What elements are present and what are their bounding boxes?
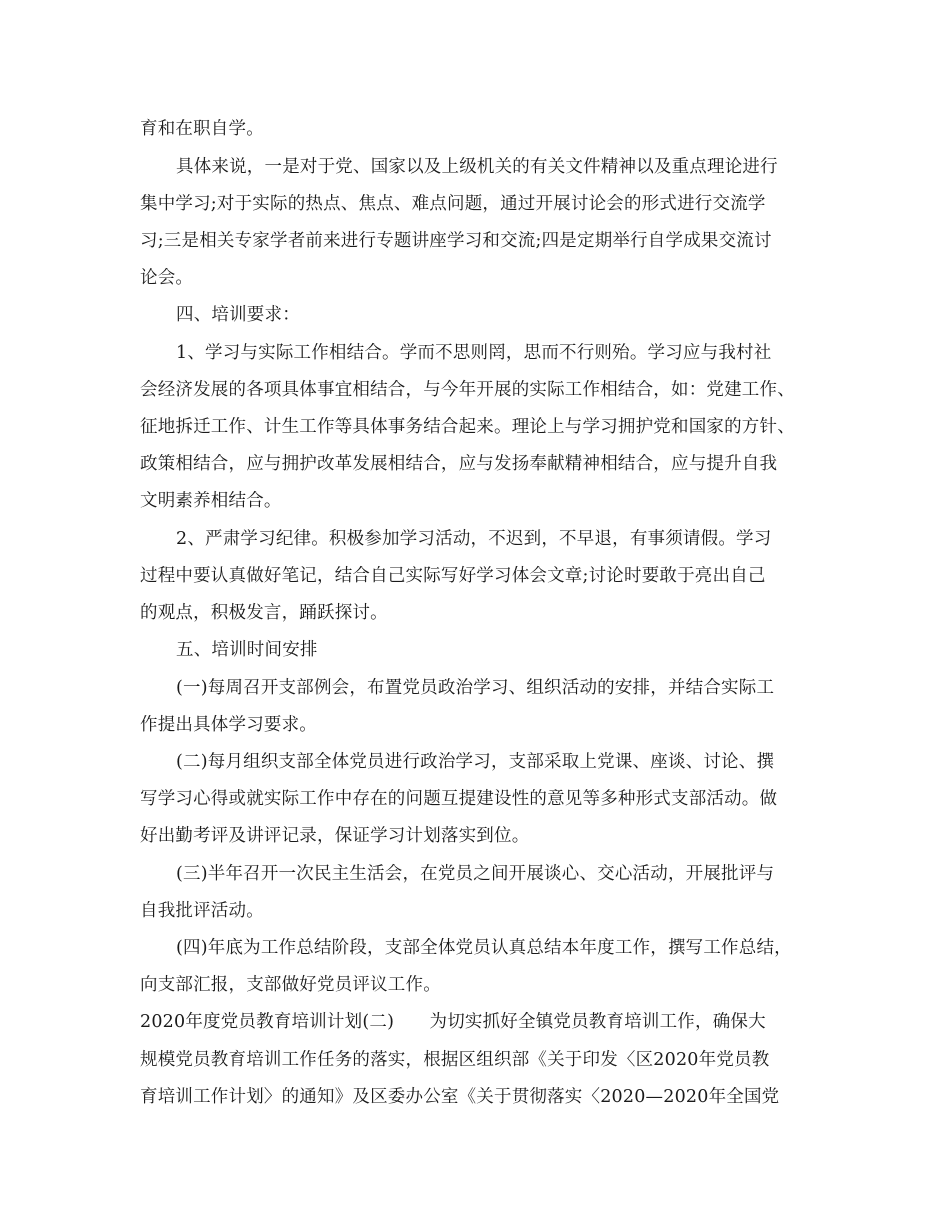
paragraph-line: (二)每月组织支部全体党员进行政治学习，支部采取上党课、座谈、讨论、撰 <box>176 752 775 772</box>
paragraph-line: 写学习心得或就实际工作中存在的问题互提建设性的意见等多种形式支部活动。做 <box>140 789 778 809</box>
paragraph-line: 过程中要认真做好笔记，结合自己实际写好学习体会文章;讨论时要敢于亮出自己 <box>140 566 766 586</box>
paragraph-line: 作提出具体学习要求。 <box>140 715 317 735</box>
paragraph-line: 集中学习;对于实际的热点、焦点、难点问题，通过开展讨论会的形式进行交流学 <box>140 194 766 214</box>
paragraph-line: 育和在职自学。 <box>140 119 264 139</box>
section-heading: 五、培训时间安排 <box>176 640 318 660</box>
paragraph-line: 论会。 <box>140 268 194 288</box>
paragraph-line: 的观点，积极发言，踊跃探讨。 <box>140 603 388 623</box>
paragraph-line: 自我批评活动。 <box>140 901 264 921</box>
paragraph-line: 规模党员教育培训工作任务的落实，根据区组织部《关于印发〈区2020年党员教 <box>140 1050 770 1070</box>
paragraph-line: 2020年度党员教育培训计划(二) 为切实抓好全镇党员教育培训工作，确保大 <box>140 1012 766 1032</box>
paragraph-line: 习;三是相关专家学者前来进行专题讲座学习和交流;四是定期举行自学成果交流讨 <box>140 231 772 251</box>
paragraph-line: 征地拆迁工作、计生工作等具体事务结合起来。理论上与学习拥护党和国家的方针、 <box>140 417 795 437</box>
paragraph-line: 具体来说，一是对于党、国家以及上级机关的有关文件精神以及重点理论进行 <box>176 157 778 177</box>
paragraph-line: (一)每周召开支部例会，布置党员政治学习、组织活动的安排，并结合实际工 <box>176 678 775 698</box>
paragraph-line: (三)半年召开一次民主生活会，在党员之间开展谈心、交心活动，开展批评与 <box>176 864 775 884</box>
paragraph-line: 好出勤考评及讲评记录，保证学习计划落实到位。 <box>140 826 530 846</box>
paragraph-line: 政策相结合，应与拥护改革发展相结合，应与发扬奉献精神相结合，应与提升自我 <box>140 454 778 474</box>
paragraph-line: 向支部汇报，支部做好党员评议工作。 <box>140 975 441 995</box>
paragraph-line: (四)年底为工作总结阶段，支部全体党员认真总结本年度工作，撰写工作总结， <box>176 938 792 958</box>
section-heading: 四、培训要求： <box>176 305 300 325</box>
paragraph-line: 会经济发展的各项具体事宜相结合，与今年开展的实际工作相结合，如：党建工作、 <box>140 380 795 400</box>
paragraph-line: 育培训工作计划〉的通知》及区委办公室《关于贯彻落实〈2020—2020年全国党 <box>140 1087 780 1107</box>
paragraph-line: 2、严肃学习纪律。积极参加学习活动，不迟到，不早退，有事须请假。学习 <box>176 529 772 549</box>
paragraph-line: 1、学习与实际工作相结合。学而不思则罔，思而不行则殆。学习应与我村社 <box>176 343 772 363</box>
paragraph-line: 文明素养相结合。 <box>140 491 282 511</box>
